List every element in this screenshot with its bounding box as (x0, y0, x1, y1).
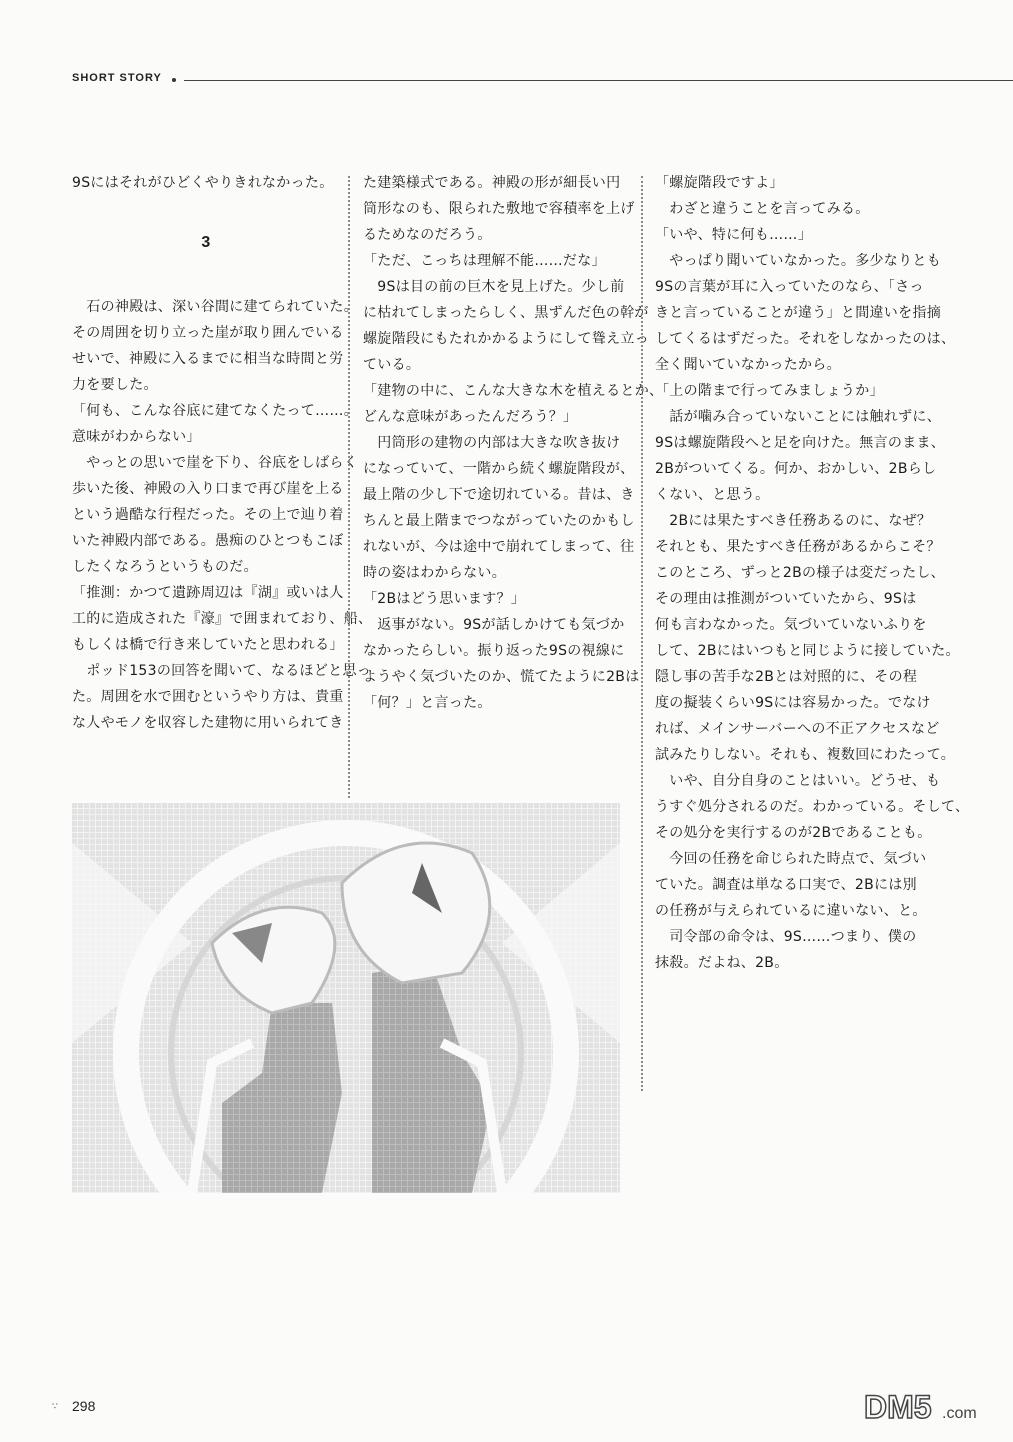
text-line: 力を要した。 (72, 377, 158, 393)
text-line: その周囲を切り立った崖が取り囲んでいる (72, 325, 344, 341)
text-line: 2Bには果たすべき任務あるのに、なぜ？ (655, 513, 932, 529)
text-line: ている。 (363, 357, 421, 373)
text-line: 「ただ、こっちは理解不能……だな」 (363, 253, 606, 269)
text-line: 「推測：かつて遺跡周辺は『湖』或いは人 (72, 585, 344, 601)
text-line: 円筒形の建物の内部は大きな吹き抜け (363, 435, 621, 451)
text-line: ちんと最上階までつながっていたのかもし (363, 513, 635, 529)
text-line: 螺旋階段にもたれかかるようにして聳え立っ (363, 331, 649, 347)
page-number-ornament: ∵ (52, 1402, 58, 1412)
text-line: 今回の任務を命じられた時点で、気づい (655, 851, 927, 867)
svg-text:DM5: DM5 (864, 1389, 932, 1425)
text-line: 「何？」と言った。 (363, 695, 492, 711)
text-line: いた神殿内部である。愚痴のひとつもこぼ (72, 533, 344, 549)
text-line: な人やモノを収容した建物に用いられてき (72, 715, 344, 731)
text-column-1 (72, 170, 373, 736)
text-line: きと言っていることが違う」と間違いを指摘 (655, 305, 941, 321)
text-line: 歩いた後、神殿の入り口まで再び崖を上る (72, 481, 344, 497)
text-line: くない、と思う。 (655, 487, 770, 503)
watermark-logo (860, 1380, 1000, 1430)
header-rule (184, 80, 1013, 81)
illustration-artwork (72, 803, 620, 1193)
text-line: その理由は推測がついていたから、9Sは (655, 591, 917, 607)
text-line: ていた。調査は単なる口実で、2Bには別 (655, 877, 917, 893)
text-line: 工的に造成された『濠』で囲まれており、船、 (72, 611, 373, 627)
text-line: 話が噛み合っていないことには触れずに、 (655, 409, 941, 425)
text-line: 意味がわからない」 (72, 429, 201, 445)
text-line: 隠し事の苦手な2Bとは対照的に、その程 (655, 669, 918, 685)
column-separator (641, 176, 643, 1091)
text-line: 度の擬装くらい9Sには容易かった。でなけ (655, 695, 931, 711)
text-line: ポッド153の回答を聞いて、なるほどと思っ (72, 663, 372, 679)
text-line: 「上の階まで行ってみましょうか」 (655, 383, 884, 399)
text-line: た建築様式である。神殿の形が細長い円 (363, 175, 621, 191)
header-label: SHORT STORY (72, 72, 162, 84)
text-line: もしくは橋で行き来していたと思われる」 (72, 637, 344, 653)
text-line: わざと違うことを言ってみる。 (655, 201, 870, 217)
text-line: うすぐ処分されるのだ。わかっている。そして、 (655, 799, 970, 815)
text-line: 2Bがついてくる。何か、おかしい、2Bらし (655, 461, 937, 477)
text-line: 時の姿はわからない。 (363, 565, 506, 581)
text-line: た。周囲を水で囲むというやり方は、貴重 (72, 689, 344, 705)
text-line: れないが、今は途中で崩れてしまって、往 (363, 539, 635, 555)
text-line: なかったらしい。振り返った9Sの視線に (363, 643, 625, 659)
text-line: その処分を実行するのが2Bであることも。 (655, 825, 932, 841)
text-line: 「いや、特に何も……」 (655, 227, 813, 243)
page-number: 298 (72, 1398, 96, 1414)
svg-text:.com: .com (942, 1405, 977, 1422)
text-column-3 (655, 170, 970, 976)
text-line: 司令部の命令は、9S……つまり、僕の (655, 929, 917, 945)
text-line: 9Sの言葉が耳に入っていたのなら、「さっ (655, 279, 924, 295)
text-line: それとも、果たすべき任務があるからこそ？ (655, 539, 941, 555)
text-line: 9Sは螺旋階段へと足を向けた。無言のまま、 (655, 435, 946, 451)
text-line: 何も言わなかった。気づいていないふりを (655, 617, 927, 633)
text-line: という過酷な行程だった。その上で辿り着 (72, 507, 344, 523)
text-line: 筒形なのも、限られた敷地で容積率を上げ (363, 201, 635, 217)
text-line: 最上階の少し下で途切れている。昔は、き (363, 487, 635, 503)
text-column-2 (363, 170, 664, 716)
column-separator (348, 176, 350, 798)
illustration (72, 803, 620, 1193)
text-line: 「建物の中に、こんな大きな木を植えるとか、 (363, 383, 664, 399)
text-line: 「何も、こんな谷底に建てなくたって……。 (72, 403, 358, 419)
text-line: 全く聞いていなかったから。 (655, 357, 841, 373)
text-line: るためなのだろう。 (363, 227, 492, 243)
text-line: 抹殺。だよね、2B。 (655, 955, 789, 971)
text-line: 石の神殿は、深い谷間に建てられていた。 (72, 299, 358, 315)
text-line: して、2Bにはいつもと同じように接していた。 (655, 643, 960, 659)
text-line: このところ、ずっと2Bの様子は変だったし、 (655, 565, 945, 581)
text-line: どんな意味があったんだろう？」 (363, 409, 578, 425)
text-line: の任務が与えられているに違いない、と。 (655, 903, 927, 919)
text-line: 「2Bはどう思います？」 (363, 591, 526, 607)
text-line: 「螺旋階段ですよ」 (655, 175, 784, 191)
text-line: に枯れてしまったらしく、黒ずんだ色の幹が (363, 305, 649, 321)
text-line: いや、自分自身のことはいい。どうせ、も (655, 773, 941, 789)
text-line: してくるはずだった。それをしなかったのは、 (655, 331, 956, 347)
section-number: 3 (201, 234, 211, 251)
text-line: になっていて、一階から続く螺旋階段が、 (363, 461, 635, 477)
text-line: 9Sは目の前の巨木を見上げた。少し前 (363, 279, 625, 295)
text-line: 試みたりしない。それも、複数回にわたって。 (655, 747, 956, 763)
text-line: やっぱり聞いていなかった。多少なりとも (655, 253, 941, 269)
header-bullet (172, 78, 176, 82)
text-line: せいで、神殿に入るまでに相当な時間と労 (72, 351, 344, 367)
text-line: れば、メインサーバーへの不正アクセスなど (655, 721, 940, 737)
text-line: やっとの思いで崖を下り、谷底をしばらく (72, 455, 358, 471)
text-line: 9Sにはそれがひどくやりきれなかった。 (72, 175, 334, 191)
text-line: したくなろうというものだ。 (72, 559, 258, 575)
text-line: ようやく気づいたのか、慌てたように2Bは (363, 669, 640, 685)
text-line: 返事がない。9Sが話しかけても気づか (363, 617, 625, 633)
